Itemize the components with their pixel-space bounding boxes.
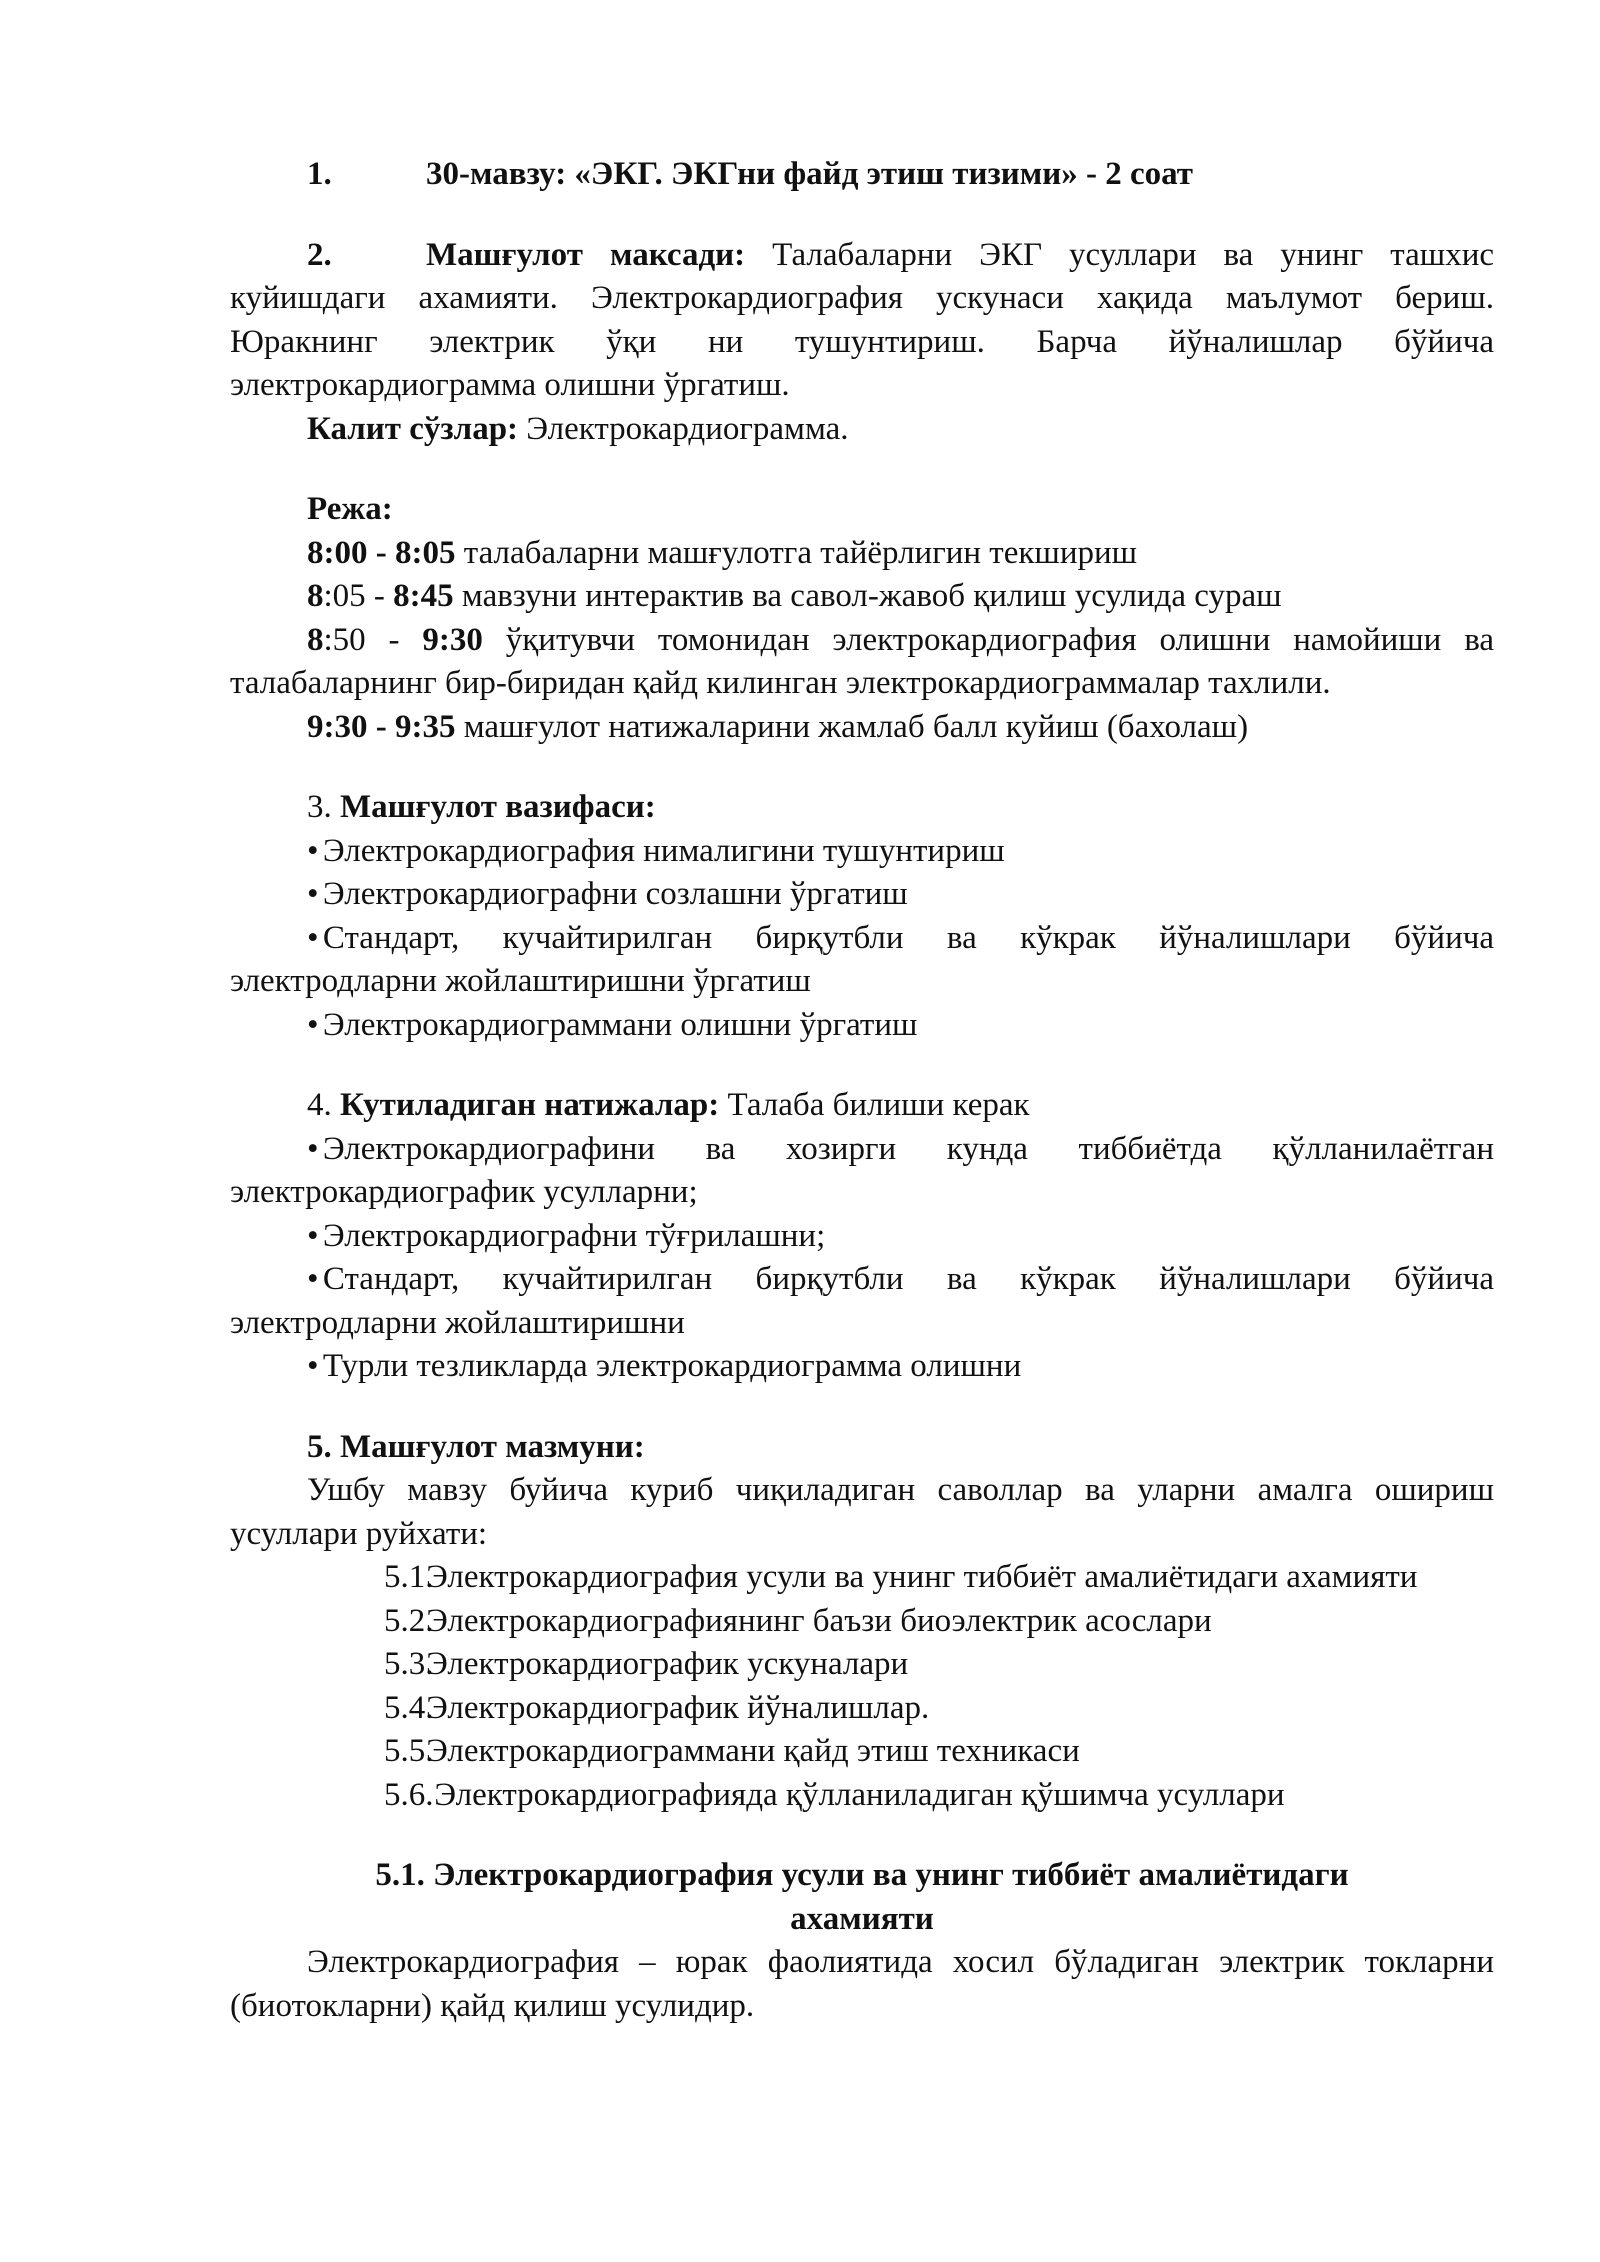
content-item-text: Электрокардиографиянинг баъзи биоэлектрик асослари: [426, 1602, 1212, 1639]
bullet-icon: •: [307, 1348, 319, 1384]
result-item: [230, 1345, 1494, 1389]
bullet-icon: •: [307, 1217, 319, 1254]
result-text: Электрокардиографни тўғрилашни;: [322, 1217, 826, 1254]
plan-time-end: 9:30: [422, 621, 483, 658]
plan-time-end: 9:35: [395, 708, 456, 745]
content-item-number: 5.4.: [384, 1689, 434, 1726]
section-heading-line2: ахамияти: [790, 1900, 934, 1937]
keywords-label: Калит сўзлар:: [307, 410, 519, 447]
content-item: [230, 1774, 1494, 1818]
plan-item-text: ўқитувчи томонидан электрокардиография олишни намойиши ва талабаларнинг бир-биридан қайд килинган электрокардиограммалар тахлили.: [230, 621, 1495, 701]
content-item: [230, 1556, 1494, 1600]
plan-label: Режа:: [307, 491, 393, 527]
tasks-heading: [230, 786, 1494, 830]
plan-item-text: мавзуни интерактив ва савол-жавоб қилиш усулида сураш: [461, 578, 1282, 614]
results-number: 4.: [307, 1087, 332, 1123]
result-text: Турли тезликларда электрокардиограмма олишни: [322, 1348, 1022, 1384]
task-item: [230, 917, 1494, 1004]
task-text: Электрокардиографни созлашни ўргатиш: [322, 876, 908, 912]
content-item-number: 5.3.: [384, 1646, 434, 1682]
content-item: [230, 1643, 1494, 1687]
plan-time-start-hour: 8: [307, 621, 324, 658]
section-heading-line1: 5.1. Электрокардиография усули ва унинг тиббиёт амалиётидаги: [375, 1857, 1349, 1893]
content-item-text: Электрокардиографик йўналишлар.: [426, 1689, 930, 1726]
result-item: [230, 1128, 1494, 1215]
plan-item-text: талабаларни машғулотга тайёрлигин текшириш: [463, 534, 1138, 571]
result-text: Электрокардиографини ва хозирги кунда тиббиётда қўлланилаётган электрокардиографик усулларни;: [230, 1130, 1494, 1210]
plan-time-end: 8:05: [395, 534, 456, 571]
plan-time-start-min: :05: [323, 578, 366, 614]
plan-time-end: 8:45: [393, 578, 454, 614]
bullet-icon: •: [307, 919, 319, 956]
plan-time-start-hour: 8: [307, 578, 324, 614]
keywords-text: Электрокардиограмма.: [526, 410, 849, 447]
bullet-icon: •: [307, 876, 319, 912]
plan-item: [230, 706, 1494, 750]
content-item: [230, 1687, 1494, 1731]
plan-item: [230, 575, 1494, 619]
plan-time-sep: -: [365, 578, 394, 614]
results-text: Талаба билиши керак: [727, 1087, 1030, 1123]
content-item-text: Электрокардиография усули ва унинг тиббиёт амалиётидаги ахамияти: [426, 1559, 1418, 1595]
section-text: Электрокардиография – юрак фаолиятида хосил бўладиган электрик токларни (биотокларни) қайд қилиш усулидир.: [230, 1944, 1494, 2024]
task-item: [230, 1004, 1494, 1048]
content-item: [230, 1600, 1494, 1644]
keywords-paragraph: [230, 408, 1494, 452]
results-label: Кутиладиган натижалар:: [340, 1087, 720, 1123]
plan-item: [230, 619, 1494, 706]
content-item: [230, 1730, 1494, 1774]
content-heading: 5. Машғулот мазмуни:: [307, 1428, 645, 1465]
plan-time-sep: -: [367, 708, 395, 745]
result-item: [230, 1215, 1494, 1259]
task-text: Электрокардиограммани олишни ўргатиш: [322, 1006, 918, 1043]
content-item-text: Электрокардиографик ускуналари: [426, 1646, 909, 1682]
content-item-number: 5.2.: [384, 1602, 434, 1639]
goal-label: Машғулот максади:: [426, 236, 746, 273]
plan-item: [230, 532, 1494, 576]
content-item-number: 5.5.: [384, 1733, 434, 1769]
content-item-number: 5.1.: [384, 1559, 434, 1595]
section-heading: [230, 1854, 1494, 1941]
result-item: [230, 1258, 1494, 1345]
plan-time-sep: -: [365, 621, 423, 658]
plan-time-start: 8:00: [307, 534, 368, 571]
task-item: [230, 873, 1494, 917]
bullet-icon: •: [307, 1130, 319, 1167]
goal-text: Талабаларни ЭКГ усуллари ва унинг ташхис куйишдаги ахамияти. Электрокардиография ускунаси хақида маълумот бериш. Юракнинг электрик ўқи ни тушунтириш. Барча йўналишлар бўйича электрокардиограмма олишни ўргатиш.: [230, 236, 1494, 403]
topic-number: 1.: [307, 156, 332, 192]
bullet-icon: •: [307, 1006, 319, 1043]
content-item-number: 5.6.: [384, 1776, 434, 1813]
content-intro: Ушбу мавзу буйича куриб чиқиладиган саволлар ва уларни амалга ошириш усуллари руйхати:: [230, 1472, 1494, 1552]
goal-number: 2.: [307, 236, 332, 273]
results-heading: [230, 1084, 1494, 1128]
task-item: [230, 830, 1494, 874]
task-text: Стандарт, кучайтирилган бирқутбли ва кўкрак йўналишлари бўйича электродларни жойлаштиришни ўргатиш: [230, 919, 1494, 999]
topic-heading: [230, 153, 1494, 197]
plan-item-text: машғулот натижаларини жамлаб балл куйиш (бахолаш): [463, 708, 1249, 745]
plan-time-sep: -: [367, 534, 395, 571]
result-text: Стандарт, кучайтирилган бирқутбли ва кўкрак йўналишлари бўйича электродларни жойлаштиришни: [230, 1261, 1494, 1341]
tasks-number: 3.: [307, 789, 332, 825]
content-item-text: Электрокардиографияда қўлланиладиган қўшимча усуллари: [426, 1776, 1285, 1813]
plan-time-start-min: :50: [323, 621, 366, 658]
goal-paragraph: [230, 234, 1494, 408]
task-text: Электрокардиография нималигини тушунтириш: [322, 832, 1005, 869]
tasks-label: Машғулот вазифаси:: [340, 789, 656, 825]
content-item-text: Электрокардиограммани қайд этиш техникаси: [426, 1733, 1080, 1769]
plan-time-start: 9:30: [307, 708, 368, 745]
bullet-icon: •: [307, 1261, 319, 1297]
bullet-icon: •: [307, 832, 319, 869]
topic-title: 30-мавзу: «ЭКГ. ЭКГни файд этиш тизими» - 2 соат: [426, 156, 1193, 192]
